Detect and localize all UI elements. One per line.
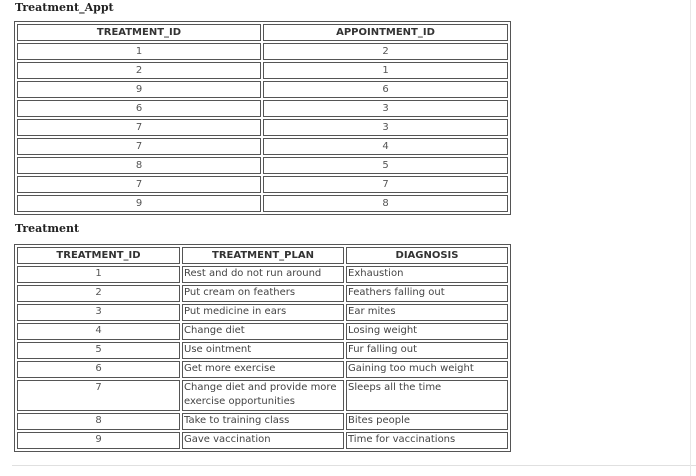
table-row <box>17 432 508 449</box>
cell-treatment-id: 6 <box>17 361 180 378</box>
cell-treatment-id: 9 <box>17 432 180 449</box>
cell-treatment-id: 5 <box>17 342 180 359</box>
table-header-row <box>17 24 508 41</box>
page-edge-divider <box>690 0 691 476</box>
cell-treatment-id: 9 <box>17 195 261 212</box>
cell-treatment-plan: Get more exercise <box>182 361 344 378</box>
column-header-treatment-plan: TREATMENT_PLAN <box>182 247 344 264</box>
treatment-title: Treatment <box>15 222 80 235</box>
treatment-table <box>14 244 511 452</box>
table-row <box>17 413 508 430</box>
table-row <box>17 304 508 321</box>
column-header-appointment-id: APPOINTMENT_ID <box>263 24 508 41</box>
cell-diagnosis: Gaining too much weight <box>346 361 508 378</box>
table-row <box>17 176 508 193</box>
cell-treatment-plan: Put medicine in ears <box>182 304 344 321</box>
table-row <box>17 81 508 98</box>
cell-appointment-id: 7 <box>263 176 508 193</box>
column-header-treatment-id: TREATMENT_ID <box>17 24 261 41</box>
column-header-treatment-id: TREATMENT_ID <box>17 247 180 264</box>
cell-treatment-id: 8 <box>17 413 180 430</box>
cell-treatment-id: 2 <box>17 285 180 302</box>
cell-diagnosis: Fur falling out <box>346 342 508 359</box>
cell-diagnosis: Bites people <box>346 413 508 430</box>
table-row <box>17 62 508 79</box>
cell-appointment-id: 5 <box>263 157 508 174</box>
cell-appointment-id: 1 <box>263 62 508 79</box>
cell-appointment-id: 4 <box>263 138 508 155</box>
cell-appointment-id: 3 <box>263 119 508 136</box>
cell-treatment-id: 7 <box>17 138 261 155</box>
cell-treatment-plan: Put cream on feathers <box>182 285 344 302</box>
column-header-diagnosis: DIAGNOSIS <box>346 247 508 264</box>
cell-treatment-plan: Change diet <box>182 323 344 340</box>
cell-treatment-id: 7 <box>17 176 261 193</box>
cell-diagnosis: Sleeps all the time <box>346 380 508 411</box>
table-row <box>17 342 508 359</box>
cell-appointment-id: 3 <box>263 100 508 117</box>
cell-treatment-plan: Change diet and provide more exercise opportunities <box>182 380 344 411</box>
cell-treatment-id: 8 <box>17 157 261 174</box>
cell-treatment-id: 1 <box>17 266 180 283</box>
table-row <box>17 285 508 302</box>
cell-treatment-id: 7 <box>17 119 261 136</box>
table-row <box>17 157 508 174</box>
cell-diagnosis: Time for vaccinations <box>346 432 508 449</box>
cell-treatment-id: 9 <box>17 81 261 98</box>
cell-treatment-plan: Take to training class <box>182 413 344 430</box>
cell-treatment-plan: Rest and do not run around <box>182 266 344 283</box>
cell-appointment-id: 8 <box>263 195 508 212</box>
cell-treatment-plan: Gave vaccination <box>182 432 344 449</box>
cell-treatment-id: 3 <box>17 304 180 321</box>
cell-treatment-id: 7 <box>17 380 180 411</box>
table-row <box>17 119 508 136</box>
cell-appointment-id: 2 <box>263 43 508 60</box>
cell-treatment-id: 1 <box>17 43 261 60</box>
cell-diagnosis: Exhaustion <box>346 266 508 283</box>
table-row <box>17 361 508 378</box>
table-row <box>17 43 508 60</box>
cell-treatment-id: 2 <box>17 62 261 79</box>
table-row <box>17 266 508 283</box>
cell-appointment-id: 6 <box>263 81 508 98</box>
treatment-appt-table <box>14 21 511 215</box>
table-row <box>17 380 508 411</box>
table-header-row <box>17 247 508 264</box>
table-row <box>17 138 508 155</box>
cell-treatment-plan: Use ointment <box>182 342 344 359</box>
cell-diagnosis: Losing weight <box>346 323 508 340</box>
cell-diagnosis: Ear mites <box>346 304 508 321</box>
cell-treatment-id: 4 <box>17 323 180 340</box>
cell-treatment-id: 6 <box>17 100 261 117</box>
divider <box>12 465 696 466</box>
table-row <box>17 323 508 340</box>
cell-diagnosis: Feathers falling out <box>346 285 508 302</box>
table-row <box>17 195 508 212</box>
table-row <box>17 100 508 117</box>
treatment-appt-title: Treatment_Appt <box>15 1 114 14</box>
